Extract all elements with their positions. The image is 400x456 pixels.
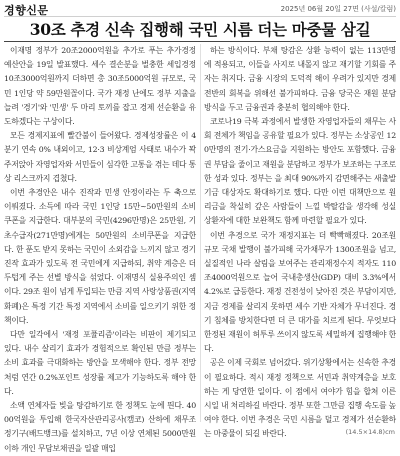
article-size-note: (14.5×14.8)cm (345, 428, 395, 436)
editorial-headline: 30조 추경 신속 집행해 국민 시름 더는 마중물 삼길 (29, 20, 371, 39)
headline-rule (4, 41, 396, 42)
top-bar (4, 2, 396, 17)
article-paragraph: 이번 추경으로 국가 재정지표는 더 빡빡해졌다. 20조원 규모 국채 발행이 불가피해 국가채무가 1300조원을 넘고, 실질적인 나라 살림을 보여주는 관리재정수지 적자도 110조4000억원으로 늘어 국내총생산(GDP) 대비 3.3%에서 4.2%로 급등한다. 재정 건전성이 낮아진 것은 부담이지만, 지금 경제를 살리지 못하면 세수 기반 자체가 무너진다. 경기 침체를 방치한다면 더 큰 대가를 치르게 된다. 무엇보다 한정된 재원이 허투루 쓰이지 않도록 세밀하게 집행해야 한다. (204, 230, 396, 354)
article-paragraph: 공은 이제 국회로 넘어갔다. 위기상황에서는 신속한 추경이 필요하다. 적시 재정 정책으로 서민과 취약계층을 보호하는 게 당연한 일이다. 이 점에서 여야가 힘을 합쳐 이른 시일 내 처리하길 바란다. 정부 또한 그만큼 집행 속도를 높여야 한다. 이번 추경은 국민 시름을 덜고 경제가 선순환하는 마중물이 되길 바란다. (204, 358, 396, 439)
article-column-left (4, 44, 196, 453)
column-divider (200, 44, 201, 422)
article-paragraph: 모든 경제지표에 빨간불이 들어왔다. 경제성장률은 이 4분기 연속 0% 내외이고, 12·3 비상계엄 사태로 내수가 꽉 주저앉아 자영업자와 서민들이 심각한 고통을 겪는 데다 통상 리스크까지 겹쳤다. (4, 131, 196, 183)
article-paragraph: 다만 일각에서 '재정 포퓰리즘'이라는 비판이 제기되고 있다. 내수 살리기 효과가 경험적으로 확인된 만큼 정부는 소비 효과를 극대화하는 방안을 모색해야 한다. 정부 전망처럼 연간 0.2%포인트 성장률 제고가 기능하도록 해야 한다. (4, 330, 196, 396)
publication-date: 2025년 06월 20일 27면 (사설/칼럼) (280, 5, 396, 13)
article-paragraph: 코로나19 극복 과정에서 발생한 자영업자들의 채무는 사회 전체가 책임을 공유할 필요가 있다. 정부는 소상공인 120만명의 전기·가스요금을 지원하는 방안도 포함했다. 금융권 부담을 줄이고 재원을 분담하고 정부가 보조하는 구조로 한 성과 있다. 정부는 을 최대 90%까지 감면해주는 새출발기금 대상자도 확대하기로 했다. 다만 이런 대책만으로 원리금을 착실히 갚은 사람들이 느낄 박탈감을 생각해 성실 상환자에 대한 보완책도 함께 마련할 필요가 있다. (204, 117, 396, 226)
article-paragraph: 이재명 정부가 20조2000억원을 추가로 푸는 추가경정예산안을 19일 발표했다. 세수 결손분을 벌충한 세입경정 10조3000억원까지 더하면 총 30조5000억원 규모로, 국민 1인당 약 59만원꼴이다. 국가 재정 난에도 정부 지출을 늘려 '경기'와 '민생' 두 마리 토끼를 잡고 경제 선순환을 유도하겠다는 구상이다. (4, 46, 196, 127)
newspaper-masthead: 경향신문 (4, 4, 49, 17)
article-paragraph: 소액 연체자들 빚을 탕감하기로 한 정책도 눈에 띈다. 4000억원을 투입해 한국자산관리공사(캠코) 산하에 채무조정기구(배드뱅크)를 설치하고, 7년 이상 연체된 5000만원 이하 개인 무담보채권을 일괄 매입 (4, 401, 196, 453)
article-paragraph: 하는 방식이다. 부채 탕감은 상환 능력이 없는 113만명에 적용되고, 이들을 사지로 내몰지 않고 재기할 기회를 주자는 취지다. 금융 시장의 도덕적 해이 우려가 있지만 경제 전반의 회복을 위해선 불가피하다. 금융 당국은 재원 분담 방식을 두고 금융권과 충분히 협의해야 한다. (204, 46, 396, 112)
article-paragraph: 이번 추경안은 내수 진작과 민생 안정이라는 두 축으로 이뤄졌다. 소득에 따라 국민 1인당 15만~50만원의 소비쿠폰을 지급한다. 대부분의 국민(4296만명)은 25만원, 기초수급자(271만명)에게는 50만원의 소비쿠폰을 지급한다. 한 푼도 받지 못하는 국민이 소외감을 느끼지 않고 경기 진작 효과가 있도록 전 국민에게 지급하되, 취약 계층은 더 두텁게 주는 선별 방식을 섞었다. 이재명식 실용주의인 셈이다. 29조 원이 넘게 투입되는 만큼 지역 사랑상품권(지역화폐)은 특정 기간 특정 지역에서 소비를 일으키기 위한 정책이다. (4, 188, 196, 325)
